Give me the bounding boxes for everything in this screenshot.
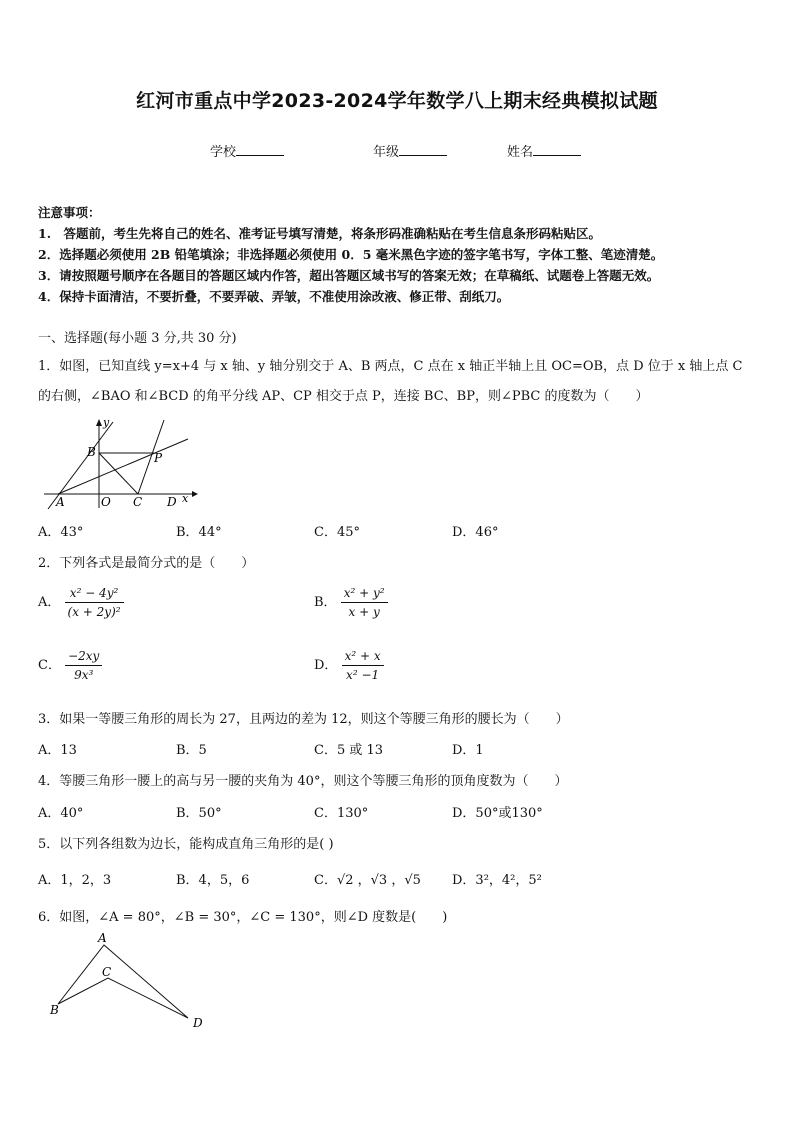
q4-stem: 4．等腰三角形一腰上的高与另一腰的夹角为 40°，则这个等腰三角形的顶角度数为（ ）: [38, 774, 568, 789]
q1-option-b[interactable]: B．44°: [176, 525, 222, 540]
fraction: [65, 649, 102, 682]
label-p: P: [154, 451, 163, 465]
q1-stem-line1: 1．如图，已知直线 y=x+4 与 x 轴、y 轴分别交于 A、B 两点，C 点在 x 轴正半轴上且 OC=OB，点 D 位于 x 轴上点 C: [38, 359, 743, 374]
q3-option-b[interactable]: B．5: [176, 743, 207, 758]
label-d: D: [167, 495, 177, 509]
q4-option-d[interactable]: D．50°或130°: [452, 806, 543, 821]
grade-label: 年级: [373, 145, 400, 160]
label-o: O: [101, 495, 111, 509]
label-d: D: [193, 1016, 203, 1030]
q5-stem: 5．以下列各组数为边长，能构成直角三角形的是( ): [38, 837, 334, 852]
numerator: x² + x: [342, 649, 384, 666]
option-label: A．: [38, 595, 61, 610]
quadrilateral-abdc: [58, 945, 188, 1018]
q2-option-c[interactable]: [38, 649, 102, 682]
school-field: [210, 141, 284, 160]
q2-stem: 2．下列各式是最简分式的是（ ）: [38, 556, 255, 571]
q4-option-a[interactable]: A．40°: [38, 806, 84, 821]
denominator: x² −1: [346, 668, 380, 682]
fraction: [342, 649, 384, 682]
q5-option-c[interactable]: C．√2 ，√3 ，√5: [314, 873, 421, 888]
school-blank: [236, 143, 284, 156]
notice-item: 2．选择题必须使用 2B 铅笔填涂；非选择题必须使用 0．5 毫米黑色字迹的签字笔书写，字体工整、笔迹清楚。: [38, 247, 664, 262]
section-heading: 一、选择题(每小题 3 分,共 30 分): [38, 331, 237, 346]
label-c: C: [133, 495, 143, 509]
q3-stem: 3．如果一等腰三角形的周长为 27，且两边的差为 12，则这个等腰三角形的腰长为（ ）: [38, 712, 569, 727]
name-label: 姓名: [507, 145, 534, 160]
label-c: C: [102, 965, 112, 979]
q1-option-d[interactable]: D．46°: [452, 525, 499, 540]
fraction: [341, 586, 388, 619]
y-axis-arrow: [96, 419, 102, 426]
option-label: B．: [314, 595, 337, 610]
q5-option-d[interactable]: D．3²，4²，5²: [452, 873, 542, 888]
label-x: x: [182, 492, 189, 505]
denominator: x + y: [348, 605, 380, 619]
numerator: x² + y²: [341, 586, 388, 603]
notice-item: 3．请按照题号顺序在各题目的答题区域内作答，超出答题区域书写的答案无效；在草稿纸、试题卷上答题无效。: [38, 268, 660, 283]
school-label: 学校: [210, 145, 237, 160]
q3-option-a[interactable]: A．13: [38, 743, 77, 758]
q4-option-b[interactable]: B．50°: [176, 806, 222, 821]
q3-option-c[interactable]: C．5 或 13: [314, 743, 384, 758]
q2-option-b[interactable]: [314, 586, 388, 619]
q1-option-c[interactable]: C．45°: [314, 525, 360, 540]
q2-option-a[interactable]: [38, 586, 124, 619]
name-field: [507, 141, 581, 160]
q3-option-d[interactable]: D．1: [452, 743, 484, 758]
label-b: B: [50, 1003, 59, 1017]
notice-item: 1. 答题前，考生先将自己的姓名、准考证号填写清楚，将条形码准确粘贴在考生信息条形码粘贴区。: [38, 226, 602, 241]
notice-heading: 注意事项：: [38, 205, 101, 220]
segment-bc: [99, 453, 138, 494]
q6-figure: [46, 928, 216, 1032]
label-y: y: [103, 416, 110, 429]
q6-stem: 6．如图，∠A = 80°，∠B = 30°，∠C = 130°，则∠D 度数是( ): [38, 910, 448, 925]
x-axis-arrow: [192, 491, 198, 497]
denominator: (x + 2y)²: [67, 605, 121, 619]
q5-option-b[interactable]: B．4，5，6: [176, 873, 250, 888]
q2-option-d[interactable]: [314, 649, 384, 682]
label-b: B: [87, 445, 96, 459]
line-ap: [58, 439, 188, 494]
q4-option-c[interactable]: C．130°: [314, 806, 369, 821]
denominator: 9x³: [74, 668, 94, 682]
option-label: D．: [314, 658, 338, 673]
fraction: [65, 586, 124, 619]
numerator: x² − 4y²: [65, 586, 124, 603]
q1-option-a[interactable]: A．43°: [38, 525, 84, 540]
grade-field: [373, 141, 447, 160]
name-blank: [533, 143, 581, 156]
numerator: −2xy: [65, 649, 102, 666]
label-a: A: [56, 495, 65, 509]
notice-item: 4．保持卡面清洁，不要折叠，不要弄破、弄皱，不准使用涂改液、修正带、刮纸刀。: [38, 289, 510, 304]
q5-option-a[interactable]: A．1，2，3: [38, 873, 112, 888]
page-title: 红河市重点中学2023-2024学年数学八上期末经典模拟试题: [136, 90, 658, 112]
label-a: A: [98, 931, 107, 945]
grade-blank: [399, 143, 447, 156]
q1-stem-line2: 的右侧，∠BAO 和∠BCD 的角平分线 AP、CP 相交于点 P，连接 BC、BP，则∠PBC 的度数为（ ）: [38, 389, 649, 404]
option-label: C．: [38, 658, 61, 673]
q1-figure: [40, 414, 200, 510]
